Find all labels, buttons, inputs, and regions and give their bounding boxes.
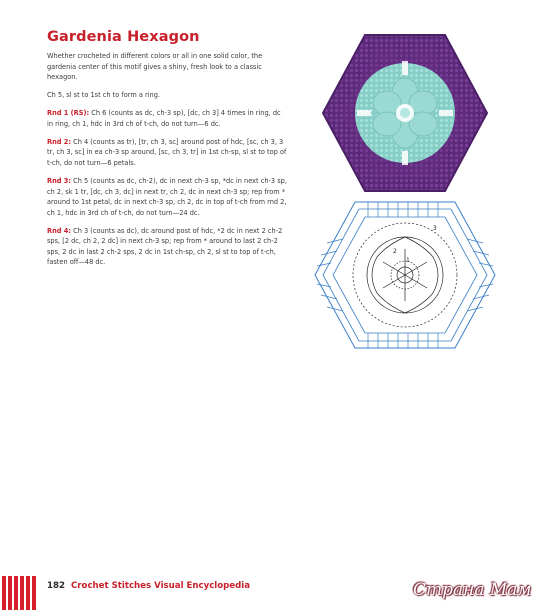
round-1	[47, 108, 287, 129]
pattern-instructions	[47, 51, 287, 275]
round-label: Rnd 3:	[47, 176, 72, 185]
round-label: Rnd 4:	[47, 226, 72, 235]
round-2	[47, 137, 287, 169]
round-text: Ch 6 (counts as dc, ch-3 sp), [dc, ch 3] 4 times in ring, dc in ring, ch 1, hdc in 3rd ch of t-ch, do not turn—6 dc.	[47, 109, 281, 128]
book-title: Crochet Stitches Visual Encyclopedia	[71, 581, 251, 591]
round-marker: 2	[393, 248, 397, 255]
page-number: 182	[47, 581, 65, 591]
intro-paragraph: Whether crocheted in different colors or all in one solid color, the gardenia center of this motif gives a shiny, fresh look to a classic hexagon.	[47, 52, 263, 82]
round-marker: 3	[433, 225, 437, 232]
round-label: Rnd 2:	[47, 137, 72, 146]
round-label: Rnd 1 (RS):	[47, 109, 90, 118]
round-text: Ch 5 (counts as dc, ch-2), dc in next ch-3 sp, *dc in next ch-3 sp, ch 2, sk 1 tr, [dc, ch 3, dc] in next tr, ch 2, dc in next ch-3 sp; rep from * around to 1st petal, dc in next ch-3 sp, ch 2, dc in top of t-ch from rnd 2, ch 1, hdc in 3rd ch of t-ch, do not turn—24 dc.	[47, 176, 287, 217]
foundation-paragraph: Ch 5, sl st to 1st ch to form a ring.	[47, 91, 160, 100]
watermark: Страна Мам	[413, 580, 532, 600]
round-text: Ch 4 (counts as tr), [tr, ch 3, sc] around post of hdc, [sc, ch 3, 3 tr, ch 3, sc] in ea ch-3 sp around, [sc, ch 3, tr] in 1st ch-sp, sl st to top of t-ch, do not turn—6 petals.	[47, 137, 287, 167]
footer-stripes	[0, 576, 40, 610]
crochet-chart	[313, 199, 497, 351]
round-4	[47, 226, 287, 268]
round-text: Ch 3 (counts as dc), dc around post of hdc, *2 dc in next 2 ch-2 sps, [2 dc, ch 2, 2 dc] in next ch-3 sp; rep from * around to last 2 ch-2 sps, 2 dc in last 2 ch-2 sps, 2 dc in 1st ch-sp, ch 2, sl st to top of t-ch, fasten off—48 dc.	[47, 226, 283, 267]
round-marker: 1	[406, 257, 410, 264]
pattern-title: Gardenia Hexagon	[47, 29, 200, 45]
hexagon-photo	[319, 33, 491, 193]
round-3	[47, 176, 287, 218]
